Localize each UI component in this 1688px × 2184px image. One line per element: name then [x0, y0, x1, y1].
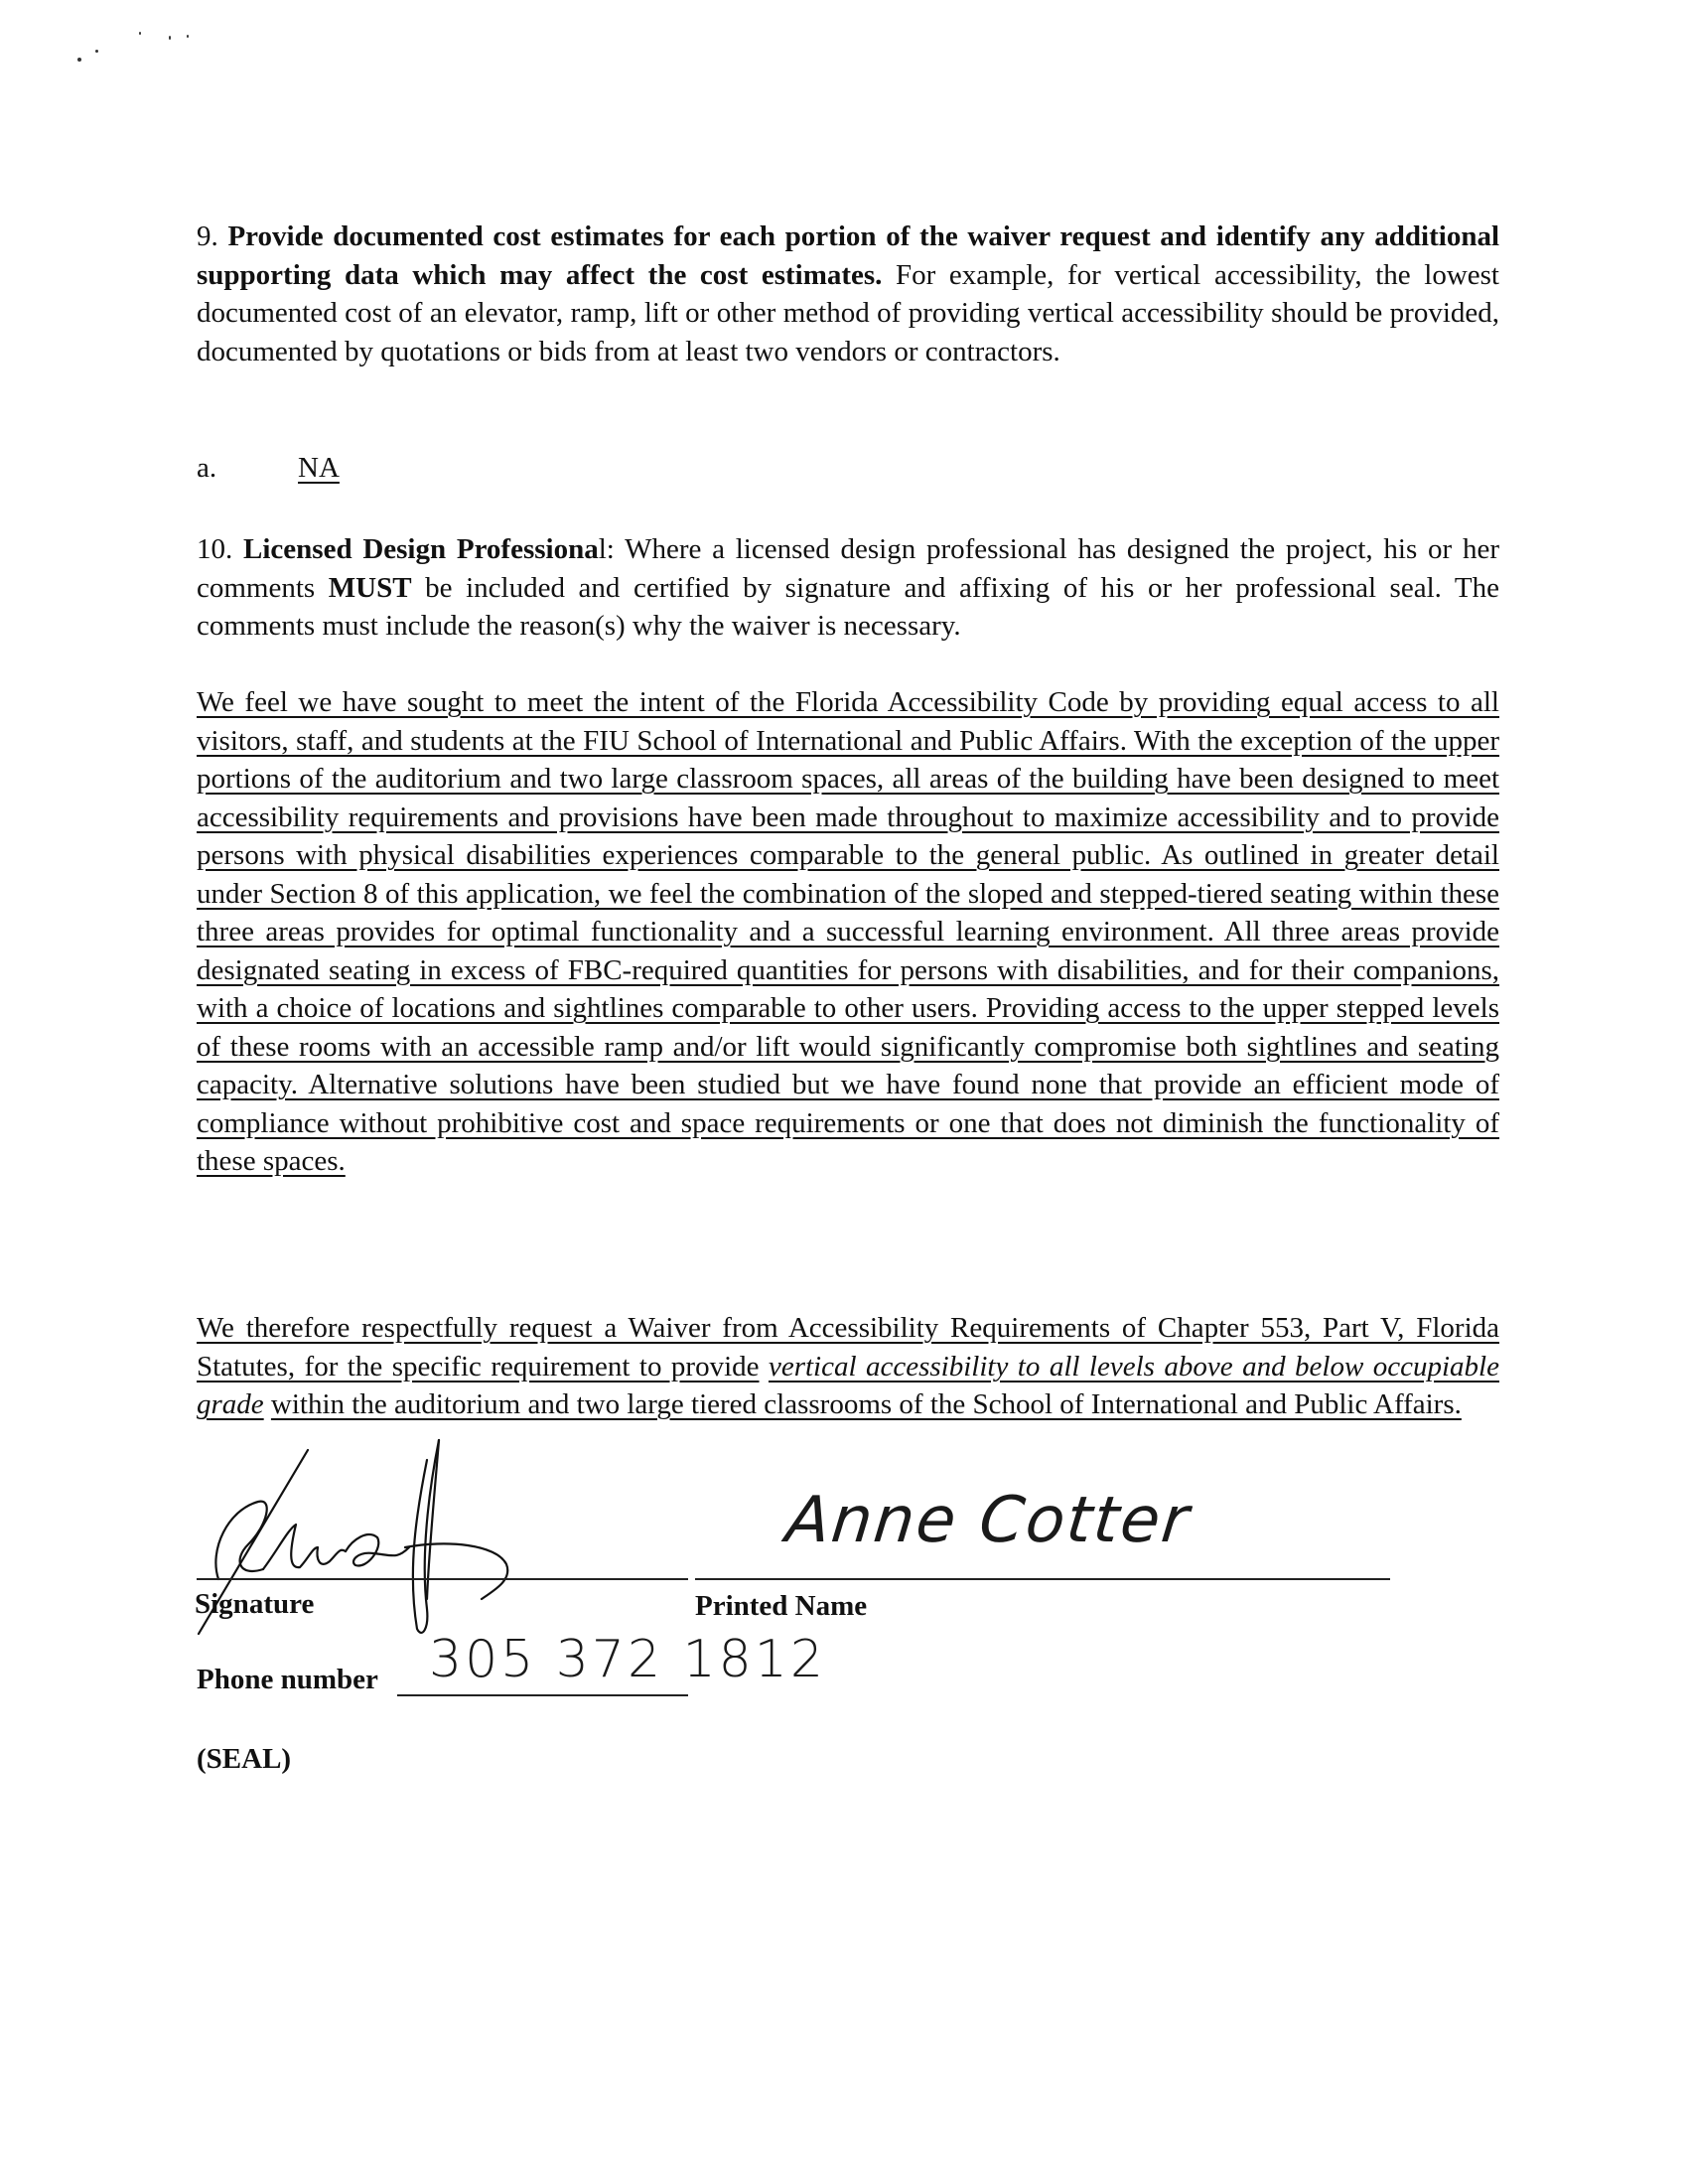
- section-10-heading-tail: l:: [598, 533, 615, 565]
- scan-artifact: [77, 58, 81, 62]
- phone-number-line: [397, 1694, 688, 1696]
- phone-number-handwriting: 305 372 1812: [429, 1630, 826, 1689]
- scan-artifact: [187, 35, 189, 38]
- signature-line: [197, 1578, 688, 1580]
- section-9-number: 9.: [197, 220, 218, 252]
- scan-artifact: [169, 36, 171, 40]
- must-emphasis: MUST: [328, 571, 412, 604]
- phone-number-label: Phone number: [197, 1664, 378, 1695]
- item-a-value: NA: [298, 452, 340, 484]
- scan-artifact: [139, 32, 141, 35]
- waiver-text-2: within the auditorium and two large tiered classrooms of the School of International and Public Affairs.: [270, 1388, 1462, 1420]
- section-10-number: 10.: [197, 533, 233, 565]
- section-9-body: For example, for vertical accessibility, the lowest documented cost of an elevator, ramp, lift or other method of providing vertical accessibility should be provided, documented by quotations or bids from at least two vendors or contractors.: [197, 258, 1499, 367]
- waiver-text-1: We therefore respectfully request a Waiver from Accessibility Requirements of Chapter 553, Part V, Florida Statutes, for the specific requirement to provide: [197, 1312, 1499, 1383]
- section-10: [197, 530, 1499, 646]
- waiver-request-paragraph: [197, 1309, 1499, 1424]
- waiver-text-italic: vertical accessibility to all levels above and below occupiable grade: [197, 1350, 1499, 1420]
- comments-text: We feel we have sought to meet the intent of the Florida Accessibility Code by providing equal access to all visitors, staff, and students at the FIU School of International and Public Affairs. With the exception of the upper portions of the auditorium and two large classroom spaces, all areas of the building have been designed to meet accessibility requirements and provisions have been made throughout to maximize accessibility and to provide persons with physical disabilities experiences comparable to the general public. As outlined in greater detail under Section 8 of this application, we feel the combination of the sloped and stepped-tiered seating within these three areas provides for optimal functionality and a successful learning environment. All three areas provide designated seating in excess of FBC-required quantities for persons with disabilities, and for their companions, with a choice of locations and sightlines comparable to other users. Providing access to the upper stepped levels of these rooms with an accessible ramp and/or lift would significantly compromise both sightlines and seating capacity. Alternative solutions have been studied but we have found none that provide an efficient mode of compliance without prohibitive cost and space requirements or one that does not diminish the functionality of these spaces.: [197, 686, 1499, 1177]
- section-9-item-a: [197, 449, 1499, 488]
- item-a-label: a.: [197, 452, 217, 484]
- section-10-text-2: be included and certified by signature and affixing of his or her professional seal. The comments must include the reason(s) why the waiver is necessary.: [197, 571, 1500, 642]
- printed-name-handwriting: Anne Cotter: [782, 1484, 1195, 1557]
- section-9: [197, 218, 1499, 370]
- signature-label: Signature: [195, 1588, 315, 1620]
- section-10-heading: Licensed Design Professiona: [243, 533, 599, 565]
- section-10-text-1: Where a licensed design professional has designed the project, his or her comments: [197, 533, 1499, 604]
- scan-artifact: [95, 50, 98, 53]
- professional-comments-paragraph: [197, 683, 1499, 1181]
- printed-name-label: Printed Name: [695, 1590, 868, 1622]
- seal-label: (SEAL): [197, 1743, 292, 1775]
- section-9-heading: Provide documented cost estimates for each portion of the waiver request and identify any additional supporting data which may affect the cost estimates.: [197, 220, 1500, 291]
- printed-name-line: [695, 1578, 1390, 1580]
